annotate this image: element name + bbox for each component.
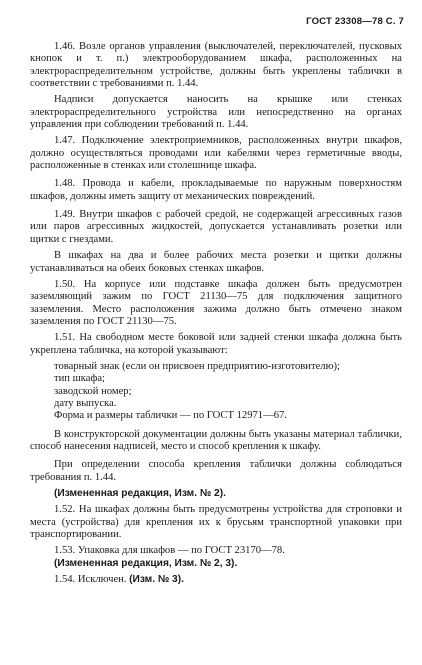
paragraph-1-46: 1.46. Возле органов управления (выключателей, переключателей, пусковых кнопок и т. п.) электрооборудованием шкафа, расположенных на электрораспределительном устройстве, должны быть укреплены таблички в соответствии с требованиями п. 1.44. [30, 41, 402, 90]
paragraph-1-50: 1.50. На корпусе или подставке шкафа должен быть предусмотрен заземляющий зажим по ГОСТ 21130—75 для подключения защитного заземления. Место расположения зажима должно быть отмечено знаком заземления по ГОСТ 21130—75. [30, 278, 402, 327]
paragraph-design-docs: В конструкторской документации должны быть указаны материал таблички, способ нанесения надписей, место и способ крепления к шкафу. [30, 428, 402, 452]
paragraph-1-49-note: В шкафах на два и более рабочих места розетки и щитки должны устанавливаться на обеих боковых стенках шкафов. [30, 250, 402, 274]
paragraph-fastening: При определении способа крепления таблички должны соблюдаться требования п. 1.44. [30, 459, 402, 483]
paragraph-1-53: 1.53. Упаковка для шкафов — по ГОСТ 23170—78. [54, 545, 285, 557]
list-item: тип шкафа; [54, 373, 105, 385]
paragraph-label-form: Форма и размеры таблички — по ГОСТ 12971—67. [54, 410, 287, 422]
list-item: товарный знак (если он присвоен предприятию-изготовителю); [54, 360, 340, 372]
paragraph-1-47: 1.47. Подключение электроприемников, расположенных внутри шкафов, должно осуществляться проводами или кабелями через герметичные вводы, расположенные в стенках или столешнице шкафа. [30, 135, 402, 172]
revision-note-2: (Измененная редакция, Изм. № 2, 3). [54, 557, 238, 569]
list-item: заводской номер; [54, 385, 132, 397]
list-item: дату выпуска. [54, 397, 117, 409]
paragraph-1-54-revision: (Изм. № 3). [129, 574, 184, 586]
paragraph-1-49: 1.49. Внутри шкафов с рабочей средой, не содержащей агрессивных газов или паров агрессивных жидкостей, допускается устанавливать розетки или щитки с гнездами. [30, 209, 402, 245]
label-fields-list [30, 361, 402, 410]
paragraph-1-48: 1.48. Провода и кабели, прокладываемые по наружным поверхностям шкафов, должны иметь защиту от механических повреждений. [30, 178, 402, 202]
document-body [30, 41, 402, 586]
paragraph-1-54 [30, 574, 402, 586]
paragraph-1-51: 1.51. На свободном месте боковой или задней стенки шкафа должна быть укреплена табличка, на которой указывают: [30, 332, 402, 356]
page-header: ГОСТ 23308—78 С. 7 [306, 16, 404, 27]
paragraph-1-46-note: Надписи допускается наносить на крышке или стенках электрораспределительного устройства или непосредственно на органах управления при соблюдении требований п. 1.44. [30, 94, 402, 131]
paragraph-1-52: 1.52. На шкафах должны быть предусмотрены устройства для строповки и места (устройства) для крепления их к брусьям транспортной упаковки при транспортировании. [30, 504, 402, 541]
paragraph-1-54-text: 1.54. Исключен. [54, 574, 127, 586]
revision-note-1: (Измененная редакция, Изм. № 2). [54, 488, 226, 499]
